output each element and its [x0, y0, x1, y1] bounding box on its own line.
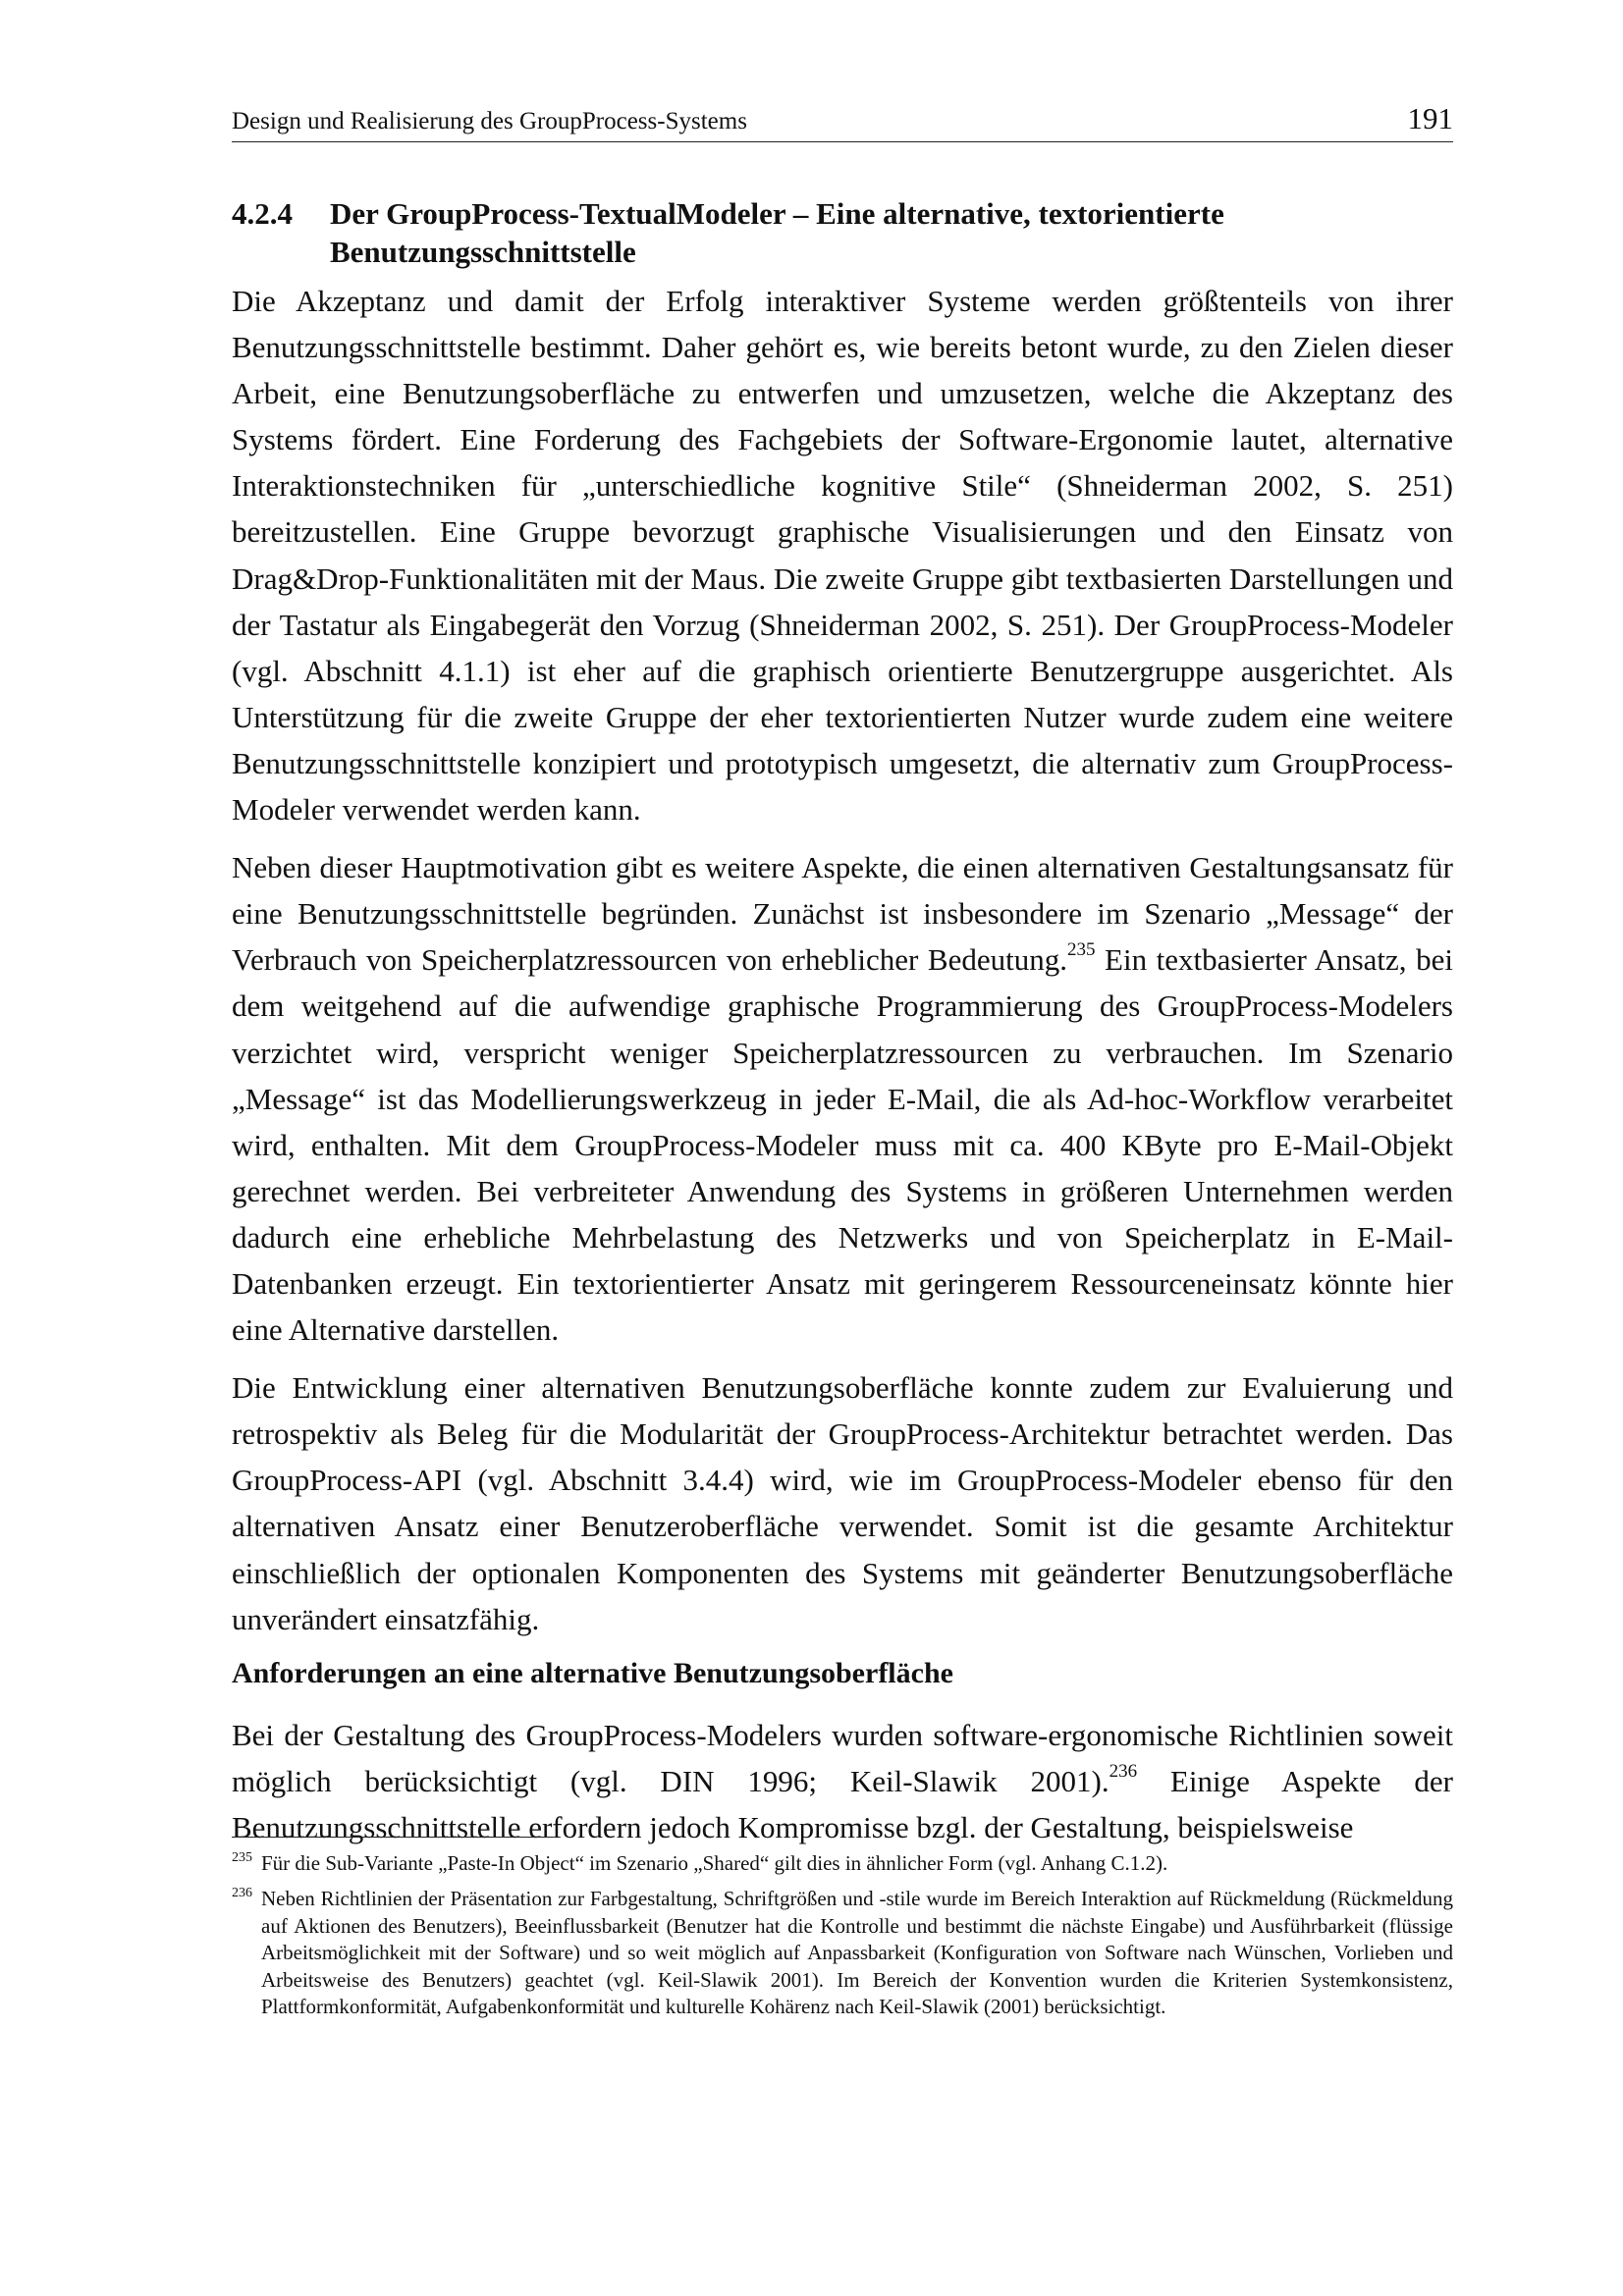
footnote-ref-236[interactable]: 236 — [1109, 1760, 1138, 1782]
paragraph-3: Die Entwicklung einer alternativen Benutzungsoberfläche konnte zudem zur Evaluierung und retrospektiv als Beleg für die Modularität der GroupProcess-Architektur betrachtet werden. Das GroupProcess-API (vgl. Abschnitt 3.4.4) wird, wie im GroupProcess-Modeler ebenso für den alternativen Ansatz einer Benutzeroberfläche verwendet. Somit ist die gesamte Architektur einschließlich der optionalen Komponenten des Systems mit geänderter Benutzungsoberfläche unverändert einsatzfähig. — [232, 1370, 1453, 1636]
paragraph-2-part-b: Ein textbasierter Ansatz, bei dem weitgehend auf die aufwendige graphische Programmierung des GroupProcess-Modelers verzichtet wird, verspricht weniger Speicherplatzressourcen zu verbrauchen. Im Szenario „Message“ ist das Modellierungswerkzeug in jeder E-Mail, die als Ad-hoc-Workflow verarbeitet wird, enthalten. Mit dem GroupProcess-Modeler muss mit ca. 400 KByte pro E-Mail-Objekt gerechnet werden. Bei verbreiteter Anwendung des Systems in größeren Unternehmen werden dadurch eine erhebliche Mehrbelastung des Netzwerks und von Speicherplatz in E-Mail-Datenbanken erzeugt. Ein textorientierter Ansatz mit geringerem Ressourceneinsatz könnte hier eine Alternative darstellen. — [232, 942, 1454, 1348]
footnote-235 — [232, 1850, 1453, 1877]
paragraph-1: Die Akzeptanz und damit der Erfolg interaktiver Systeme werden größtenteils von ihrer Benutzungsschnittstelle bestimmt. Daher gehört es, wie bereits betont wurde, zu den Zielen dieser Arbeit, eine Benutzungsoberfläche zu entwerfen und umzusetzen, welche die Akzeptanz des Systems fördert. Eine Forderung des Fachgebiets der Software-Ergonomie lautet, alternative Interaktionstechniken für „unterschiedliche kognitive Stile“ (Shneiderman 2002, S. 251) bereitzustellen. Eine Gruppe bevorzugt graphische Visualisierungen und den Einsatz von Drag&Drop-Funktionalitäten mit der Maus. Die zweite Gruppe gibt textbasierten Darstellungen und der Tastatur als Eingabegerät den Vorzug (Shneiderman 2002, S. 251). Der GroupProcess-Modeler (vgl. Abschnitt 4.1.1) ist eher auf die graphisch orientierte Benutzergruppe ausgerichtet. Als Unterstützung für die zweite Gruppe der eher textorientierten Nutzer wurde zudem eine weitere Benutzungsschnittstelle konzipiert und prototypisch umgesetzt, die alternativ zum GroupProcess-Modeler verwendet werden kann. — [232, 284, 1453, 828]
footnote-text: Neben Richtlinien der Präsentation zur Farbgestaltung, Schriftgrößen und -stile wurde im Bereich Interaktion auf Rückmeldung (Rückmeldung auf Aktionen des Benutzers), Beeinflussbarkeit (Benutzer hat die Kontrolle und bestimmt die nächste Eingabe) und Ausführbarkeit (flüssige Arbeitsmöglichkeit mit der Software) und so weit möglich auf Anpassbarkeit (Konfiguration von Software nach Wünschen, Vorlieben und Arbeitsweise des Benutzers) geachtet (vgl. Keil-Slawik 2001). Im Bereich der Konvention wurden die Kriterien Systemkonsistenz, Plattformkonformität, Aufgabenkonformität und kulturelle Kohärenz nach Keil-Slawik (2001) berücksichtigt. — [261, 1887, 1453, 2019]
page-number: 191 — [1407, 101, 1453, 135]
running-header — [232, 96, 1453, 142]
footnote-ref-235[interactable]: 235 — [1066, 939, 1096, 961]
subheading-requirements: Anforderungen an eine alternative Benutzungsoberfläche — [232, 1656, 953, 1689]
footnote-number: 236 — [232, 1886, 252, 1901]
section-title: Der GroupProcess-TextualModeler – Eine alternative, textorientierte Benutzungsschnittstelle — [330, 196, 1224, 269]
footnote-text: Für die Sub-Variante „Paste-In Object“ im Szenario „Shared“ gilt dies in ähnlicher Form (vgl. Anhang C.1.2). — [261, 1851, 1168, 1875]
paragraph-2 — [232, 844, 1453, 1353]
section-heading — [232, 194, 1453, 271]
paragraph-4-part-b: Einige Aspekte der Benutzungsschnittstelle erfordern jedoch Kompromisse bzgl. der Gestaltung, beispielsweise — [232, 1763, 1453, 1844]
footnote-236 — [232, 1886, 1453, 2020]
footnote-number: 235 — [232, 1850, 252, 1865]
paragraph-4 — [232, 1712, 1453, 1850]
header-title: Design und Realisierung des GroupProcess-Systems — [232, 108, 747, 134]
paragraph-4-part-a: Bei der Gestaltung des GroupProcess-Modelers wurden software-ergonomische Richtlinien soweit möglich berücksichtigt (vgl. DIN 1996; Keil-Slawik 2001). — [232, 1717, 1453, 1798]
footnotes — [232, 1850, 1453, 2029]
section-number: 4.2.4 — [232, 196, 293, 231]
document-page — [232, 0, 1453, 2296]
body-text — [232, 278, 1453, 1862]
paragraph-2-part-a: Neben dieser Hauptmotivation gibt es weitere Aspekte, die einen alternativen Gestaltungsansatz für eine Benutzungsschnittstelle begründen. Zunächst ist insbesondere im Szenario „Message“ der Verbrauch von Speicherplatzressourcen von erheblicher Bedeutung. — [232, 850, 1453, 978]
footnote-separator — [232, 1837, 554, 1838]
